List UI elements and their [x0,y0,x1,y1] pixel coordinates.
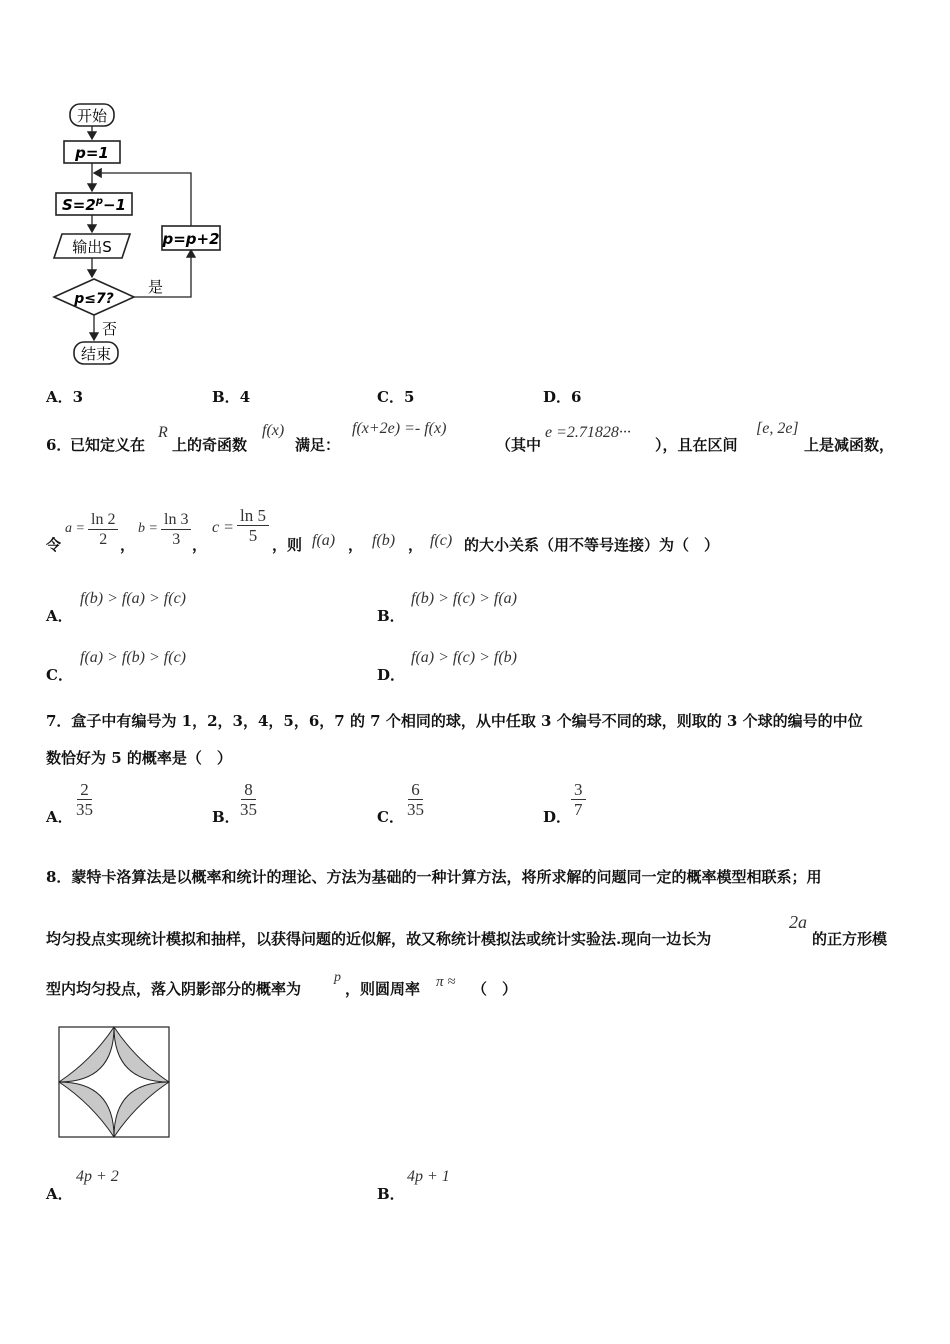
q6-fa: f(a) [312,532,336,549]
option-fraction [240,780,257,819]
option-fraction [76,780,93,819]
frac-den: 35 [240,800,257,819]
option-letter: B． [212,808,240,826]
q6-text-9: 的大小关系（用不等号连接）为（ ） [464,536,720,554]
option-expr: f(a) > f(b) > f(c) [80,649,186,666]
q6-text-2: 上的奇函数 [172,436,248,454]
q5-option-b[interactable] [212,386,250,407]
option-letter: D． [543,388,572,406]
q6-c-lhs: c = [212,519,234,536]
compute-label [62,196,126,214]
q7-line-2: 数恰好为 5 的概率是（ ） [46,749,232,767]
output-label: 输出S [72,238,112,256]
q6-a-lhs: a = [65,521,85,536]
q6-interval: [e, 2e] [756,420,799,437]
option-letter: C． [46,666,73,684]
q6-equation: f(x+2e) =- f(x) [352,420,447,437]
q5-option-a[interactable] [46,386,83,407]
q8-line-3b: ，则圆周率 [345,980,421,998]
option-value: 6 [571,388,582,406]
q8-line-2a: 均匀投点实现统计模拟和抽样，以获得问题的近似解，故又称统计模拟法或统计实验法.现向一边长为 [46,930,712,948]
square-outline [59,1027,169,1137]
q6-fb: f(b) [372,532,396,549]
compute-tail: −1 [102,196,126,214]
q6-text-7: 令 [46,536,62,554]
option-fraction [571,780,586,819]
q6-text-3: 满足： [295,436,341,454]
option-expr: f(b) > f(a) > f(c) [80,590,186,607]
q6-c-num: ln 5 [237,506,269,526]
option-value: 4 [239,388,251,406]
option-letter: B． [212,388,240,406]
q6-comma-2: ， [408,536,424,554]
q6-a-num: ln 2 [88,510,118,530]
option-value: 3 [72,388,84,406]
option-letter: B． [377,1185,405,1203]
q6-sep-1: ， [120,536,136,554]
option-expr: 4p + 2 [76,1168,119,1185]
q6-R: R [158,424,168,441]
init-label: p=1 [75,144,109,162]
q6-fc: f(c) [430,532,453,549]
q6-b-num: ln 3 [161,510,191,530]
frac-num: 8 [241,780,256,800]
q6-number: 6． [46,436,72,454]
q6-e-value: e =2.71828··· [545,424,631,441]
start-label: 开始 [76,107,108,125]
option-letter: D． [543,808,572,826]
frac-den: 7 [574,800,583,819]
update-label: p=p+2 [162,230,220,248]
q6-text-6: 上是减函数， [804,436,895,454]
frac-den: 35 [407,800,424,819]
option-letter: C． [377,388,404,406]
q8-line-2b: 的正方形模 [812,930,888,948]
q6-comma-1: ， [348,536,364,554]
q5-option-d[interactable] [543,386,581,407]
frac-num: 2 [77,780,92,800]
q8-pi: π ≈ [436,974,456,990]
q6-fx: f(x) [262,422,285,439]
q6-b-den: 3 [172,531,181,548]
option-letter: A． [46,388,73,406]
q6-c-fraction [237,506,269,545]
end-label: 结束 [80,345,112,363]
option-letter: B． [377,607,405,625]
q6-sep-2: ， [192,536,208,554]
option-fraction [407,780,424,819]
q8-line-1: 8．蒙特卡洛算法是以概率和统计的理论、方法为基础的一种计算方法，将所求解的问题同一定的概率模型相联系；用 [46,868,822,886]
q5-option-c[interactable] [377,386,414,407]
option-expr: 4p + 1 [407,1168,450,1185]
square-figure [56,1024,174,1142]
q6-text-8: ，则 [272,536,303,554]
frac-den: 35 [76,800,93,819]
q8-line-3c: （ ） [472,980,518,998]
option-letter: A． [46,808,73,826]
no-label: 否 [102,320,118,338]
option-letter: D． [377,666,406,684]
q8-line-3a: 型内均匀投点，落入阴影部分的概率为 [46,980,302,998]
q8-p: p [334,970,341,985]
q6-text-4: （其中 [496,436,542,454]
option-expr: f(a) > f(c) > f(b) [411,649,517,666]
q6-a-den: 2 [99,531,108,548]
q6-text-1: 已知定义在 [70,436,146,454]
q8-side: 2a [789,912,807,932]
q7-line-1: 7．盒子中有编号为 1，2，3，4，5，6，7 的 7 个相同的球，从中任取 3 个编号不同的球，则取的 3 个球的编号的中位 [46,712,863,730]
frac-num: 6 [408,780,423,800]
q6-text-5: ），且在区间 [655,436,738,454]
q6-a-fraction [88,510,118,549]
flowchart [50,96,230,371]
compute-base: S=2 [62,196,96,214]
option-expr: f(b) > f(c) > f(a) [411,590,517,607]
q6-b-fraction [161,510,191,549]
option-letter: A． [46,607,73,625]
option-value: 5 [403,388,415,406]
option-letter: A． [46,1185,73,1203]
option-letter: C． [377,808,404,826]
q6-b-lhs: b = [138,521,158,536]
yes-label: 是 [148,278,164,296]
compute-exp: p [95,196,103,207]
condition-label: p≤7? [74,291,114,307]
frac-num: 3 [571,780,586,800]
q6-c-den: 5 [248,526,258,545]
